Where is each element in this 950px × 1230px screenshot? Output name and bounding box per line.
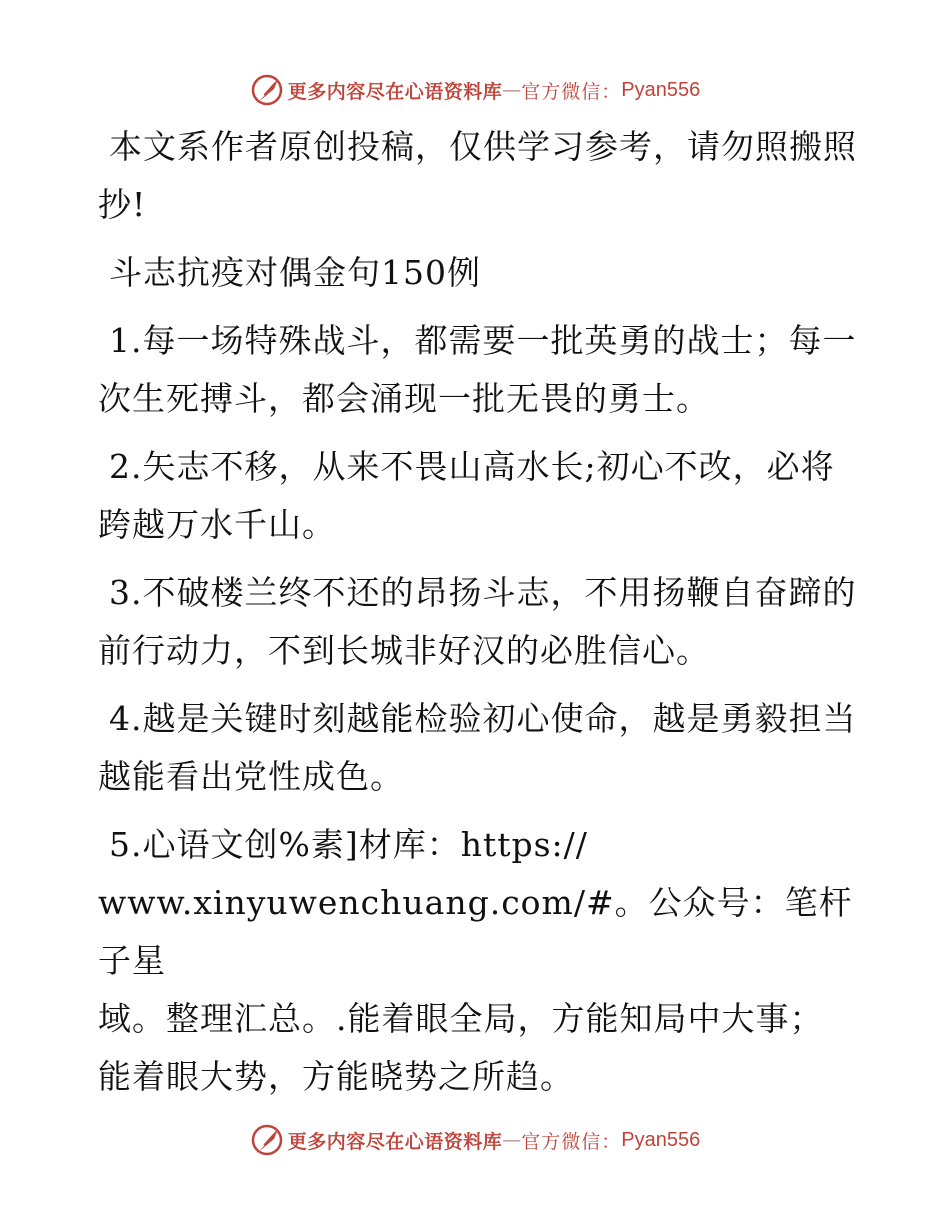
paragraph-item-4: 4.越是关键时刻越能检验初心使命，越是勇毅担当越能看出党性成色。 [98,699,857,796]
banner-separator: — [502,79,522,101]
paragraph-item-3: 3.不破楼兰终不还的昂扬斗志，不用扬鞭自奋蹄的前行动力，不到长城非好汉的必胜信心。 [98,573,857,670]
banner-wechat-id: Pyan556 [621,78,701,101]
banner-separator: — [502,1129,522,1151]
paragraph-item-5: 5.心语文创%素]材库：https:// www.xinyuwenchuang.com/#。公众号：笔杆子星 域。整理汇总。.能着眼全局，方能知局中大事； 能着眼大势，方能晓势之所趋。 [98,825,853,1096]
banner-main-text: 更多内容尽在心语资料库 [287,80,503,103]
header-banner [0,70,950,110]
footer-banner [0,1120,950,1160]
banner-wechat-id: Pyan556 [621,1128,701,1151]
paragraph-item-1: 1.每一场特殊战斗，都需要一批英勇的战士；每一次生死搏斗，都会涌现一批无畏的勇士。 [98,321,857,418]
document-body [98,118,858,1116]
paragraph-item-2: 2.矢志不移，从来不畏山高水长;初心不改，必将跨越万水千山。 [98,447,835,544]
banner-main-text: 更多内容尽在心语资料库 [287,1130,503,1153]
banner-wechat-label: 官方微信： [521,1130,622,1153]
banner-wechat-label: 官方微信： [521,80,622,103]
quill-logo-icon [250,73,284,107]
paragraph-disclaimer: 本文系作者原创投稿，仅供学习参考，请勿照搬照抄! [98,127,857,224]
quill-logo-icon [250,1123,284,1157]
paragraph-title: 斗志抗疫对偶金句150例 [109,253,481,292]
